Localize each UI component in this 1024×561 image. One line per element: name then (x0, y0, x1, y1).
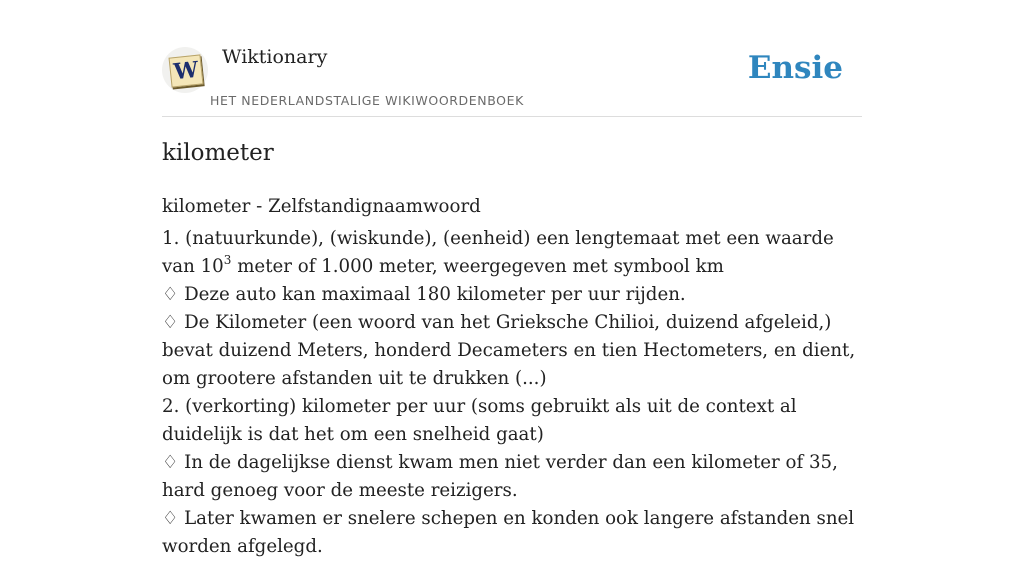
definition-1-text: 1. (natuurkunde), (wiskunde), (eenheid) een lengtemaat met een waarde van 10 (162, 228, 834, 277)
entry-body (162, 193, 862, 561)
example-1a: ♢ Deze auto kan maximaal 180 kilometer per uur rijden. (162, 284, 686, 305)
wiktionary-logo-icon[interactable] (162, 47, 208, 93)
definition-2: 2. (verkorting) kilometer per uur (soms gebruikt als uit de context al duidelijk is dat het om een snelheid gaat) (162, 396, 797, 445)
example-1b: ♢ De Kilometer (een woord van het Grieksche Chilioi, duizend afgeleid,) bevat duizend Meters, honderd Decameters en tien Hectometers, en dient, om grootere afstanden uit te drukken (...) (162, 312, 856, 389)
page-title: kilometer (162, 140, 274, 166)
definition-1-text-continued: meter of 1.000 meter, weergegeven met symbool km (231, 256, 724, 277)
definition-1 (162, 225, 862, 281)
site-header (162, 0, 862, 117)
site-name-link[interactable]: Wiktionary (222, 46, 328, 68)
example-2a: ♢ In de dagelijkse dienst kwam men niet verder dan een kilometer of 35, hard genoeg voor de meeste reizigers. (162, 452, 838, 501)
site-tagline: HET NEDERLANDSTALIGE WIKIWOORDENBOEK (210, 93, 524, 108)
part-of-speech-heading: kilometer - Zelfstandignaamwoord (162, 196, 481, 217)
logo-letter-tile: W (169, 54, 204, 87)
example-2b: ♢ Later kwamen er snelere schepen en konden ook langere afstanden snel worden afgelegd. (162, 508, 855, 557)
ensie-brand-link[interactable]: Ensie (747, 50, 843, 86)
page-container (162, 0, 862, 557)
definition-1-exponent: 3 (223, 252, 232, 267)
